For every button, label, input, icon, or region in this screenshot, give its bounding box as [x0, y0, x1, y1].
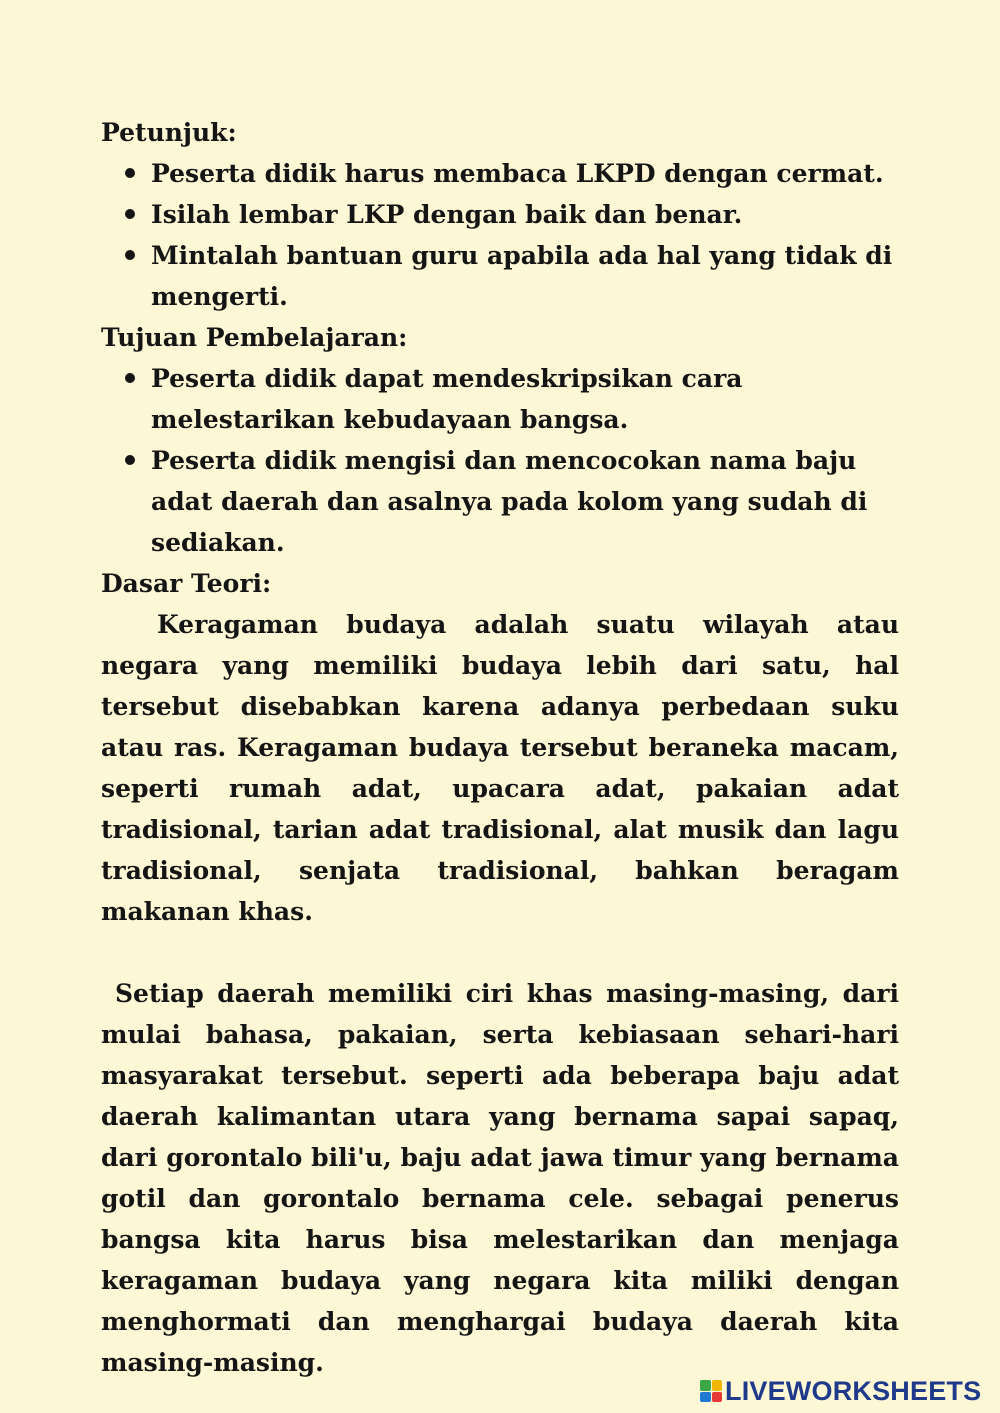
bullet-icon — [125, 209, 135, 219]
bullet-icon — [125, 168, 135, 178]
tujuan-item-text: Peserta didik mengisi dan mencocokan nama baju adat daerah dan asalnya pada kolom yang sudah di sediakan. — [151, 446, 868, 557]
tujuan-heading: Tujuan Pembelajaran: — [101, 323, 408, 352]
liveworksheets-mark-icon — [700, 1380, 722, 1402]
list-item — [151, 153, 899, 194]
bullet-icon — [125, 250, 135, 260]
mark-square — [700, 1392, 711, 1403]
petunjuk-item-text: Peserta didik harus membaca LKPD dengan cermat. — [151, 159, 884, 188]
tujuan-item-text: Peserta didik dapat mendeskripsikan cara melestarikan kebudayaan bangsa. — [151, 364, 743, 434]
liveworksheets-logo — [700, 1376, 981, 1406]
dasar-teori-paragraph-2: Setiap daerah memiliki ciri khas masing-masing, dari mulai bahasa, pakaian, serta kebiasaan sehari-hari masyarakat tersebut. seperti ada beberapa baju adat daerah kalimantan utara yang bernama sapai sapaq, dari gorontalo bili'u, baju adat jawa timur yang bernama gotil dan gorontalo bernama cele. sebagai penerus bangsa kita harus bisa melestarikan dan menjaga keragaman budaya yang negara kita miliki dengan menghormati dan menghargai budaya daerah kita masing-masing. — [101, 979, 899, 1377]
petunjuk-item-text: Isilah lembar LKP dengan baik dan benar. — [151, 200, 743, 229]
mark-square — [712, 1392, 723, 1403]
list-item — [151, 358, 899, 440]
mark-square — [700, 1380, 711, 1391]
bullet-icon — [125, 455, 135, 465]
mark-square — [712, 1380, 723, 1391]
dasar-teori-paragraph-1: Keragaman budaya adalah suatu wilayah atau negara yang memiliki budaya lebih dari satu, hal tersebut disebabkan karena adanya perbedaan suku atau ras. Keragaman budaya tersebut beraneka macam, seperti rumah adat, upacara adat, pakaian adat tradisional, tarian adat tradisional, alat musik dan lagu tradisional, senjata tradisional, bahkan beragam makanan khas. — [101, 610, 899, 926]
liveworksheets-text: LIVEWORKSHEETS — [725, 1375, 982, 1406]
worksheet-page — [101, 112, 899, 1383]
list-item — [151, 194, 899, 235]
petunjuk-heading: Petunjuk: — [101, 118, 237, 147]
bullet-icon — [125, 373, 135, 383]
tujuan-list — [101, 358, 899, 563]
list-item — [151, 235, 899, 317]
dasar-teori-heading: Dasar Teori: — [101, 569, 272, 598]
petunjuk-list — [101, 153, 899, 317]
list-item — [151, 440, 899, 563]
petunjuk-item-text: Mintalah bantuan guru apabila ada hal yang tidak di mengerti. — [151, 241, 893, 311]
